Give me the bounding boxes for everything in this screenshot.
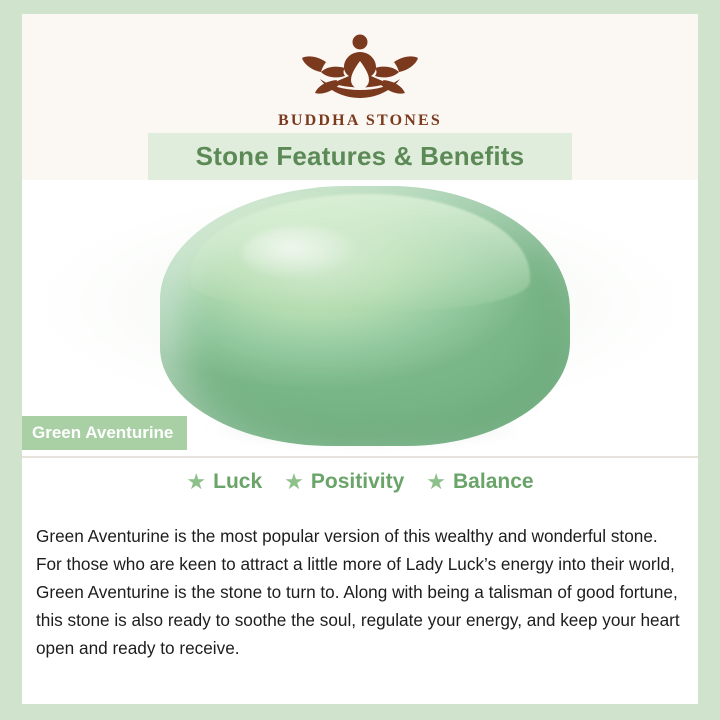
brand-name: BUDDHA STONES <box>278 112 442 129</box>
frame-band-top <box>0 0 720 14</box>
stone-photo <box>22 180 698 456</box>
keyword-item <box>284 470 404 494</box>
keyword-label: Balance <box>453 470 534 493</box>
stone-name-label: Green Aventurine <box>32 423 174 442</box>
star-icon: ★ <box>426 469 447 494</box>
keyword-label: Positivity <box>310 470 405 493</box>
brand-logo <box>22 28 698 130</box>
section-title-band <box>148 133 572 180</box>
content-card <box>22 14 698 704</box>
stone-highlight <box>242 226 362 280</box>
lotus-meditation-figure-icon <box>285 28 435 110</box>
frame-band-bottom <box>0 704 720 720</box>
keyword-label: Luck <box>213 470 263 493</box>
header-section <box>22 14 698 180</box>
keyword-list <box>22 470 698 494</box>
star-icon: ★ <box>284 469 304 494</box>
divider <box>22 456 698 458</box>
keyword-item <box>186 470 262 494</box>
stone-name-tag <box>22 416 187 450</box>
description-paragraph: Green Aventurine is the most popular version of this wealthy and wonderful stone. For those who are keen to attract a little more of Lady Luck’s energy into their world, Green Aventurine is the stone to turn to. Along with being a talisman of good fortune, this stone is also ready to soothe the soul, regulate your energy, and keep your heart open and ready to receive. <box>36 526 680 658</box>
page-title: Stone Features & Benefits <box>195 141 525 171</box>
keyword-item <box>426 470 533 494</box>
star-icon: ★ <box>186 469 207 494</box>
